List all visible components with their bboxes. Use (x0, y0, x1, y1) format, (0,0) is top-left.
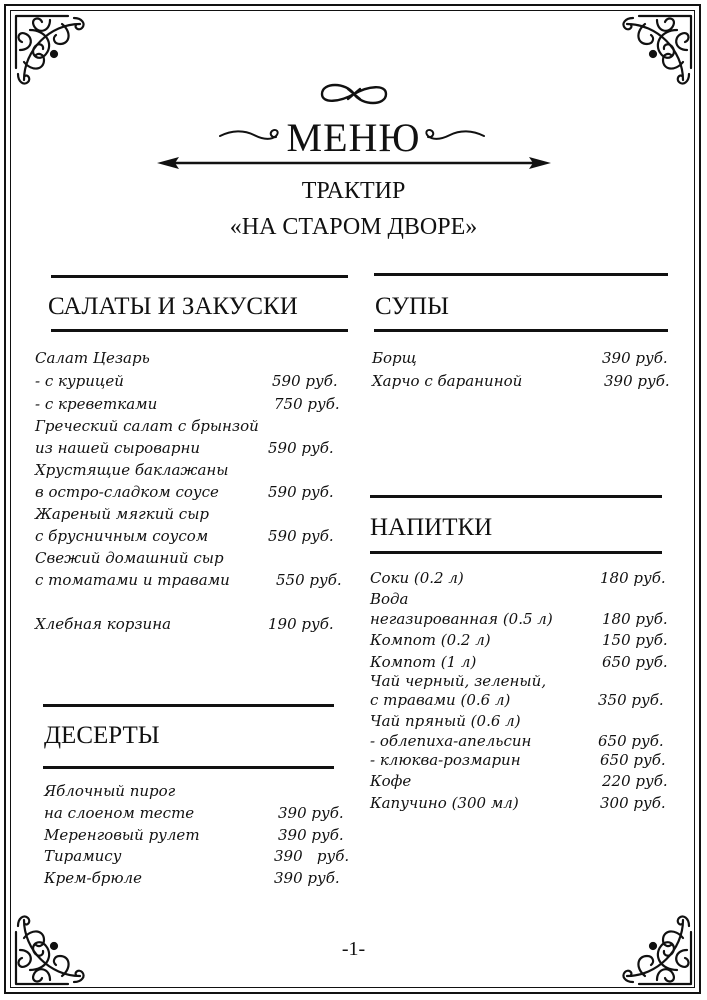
menu-item-price: 350 руб. (598, 691, 664, 709)
menu-item: Свежий домашний сыр (35, 549, 224, 567)
menu-item: негазированная (0.5 л) (370, 610, 553, 628)
menu-item: Тирамису (44, 847, 122, 865)
salads-bottom-rule (51, 329, 348, 332)
menu-item-price: 590 руб. (268, 527, 334, 545)
menu-item: Хрустящие баклажаны (35, 461, 229, 479)
menu-item-price: 550 руб. (276, 571, 342, 589)
menu-item: - с креветками (35, 395, 158, 413)
menu-item: Жареный мягкий сыр (35, 505, 210, 523)
bow-ornament (316, 80, 392, 108)
menu-item-price: 390 руб. (602, 349, 668, 367)
menu-item-price: 590 руб. (272, 372, 338, 390)
menu-item-price: 390 руб. (278, 826, 344, 844)
menu-item-price: 650 руб. (600, 751, 666, 769)
menu-item: в остро-сладком соусе (35, 483, 219, 501)
menu-item: - с курицей (35, 372, 124, 390)
corner-ornament-top-left (10, 10, 102, 102)
menu-item: Крем-брюле (44, 869, 142, 887)
desserts-top-rule (43, 704, 334, 707)
drinks-section-title: НАПИТКИ (370, 514, 493, 541)
menu-item: Чай черный, зеленый, (370, 672, 547, 690)
menu-item-price: 180 руб. (600, 569, 666, 587)
desserts-section-title: ДЕСЕРТЫ (44, 722, 160, 749)
menu-item: Борщ (372, 349, 417, 367)
menu-item: Меренговый рулет (44, 826, 200, 844)
menu-item: Соки (0.2 л) (370, 569, 464, 587)
menu-item: с травами (0.6 л) (370, 691, 511, 709)
menu-item: Салат Цезарь (35, 349, 150, 367)
menu-item: Компот (1 л) (370, 653, 477, 671)
soups-bottom-rule (374, 329, 668, 332)
menu-item: - клюква-розмарин (370, 751, 521, 769)
menu-item: Вода (370, 590, 409, 608)
menu-item: Капучино (300 мл) (370, 794, 519, 812)
menu-item-price: 390 руб. (604, 372, 670, 390)
menu-item: Яблочный пирог (44, 782, 176, 800)
menu-item: Чай пряный (0.6 л) (370, 712, 521, 730)
menu-item-price: 300 руб. (600, 794, 666, 812)
desserts-bottom-rule (43, 766, 334, 769)
menu-title: МЕНЮ (286, 115, 421, 160)
menu-item-price: 650 руб. (598, 732, 664, 750)
menu-item-price: 390 руб. (274, 869, 340, 887)
menu-item-price: 180 руб. (602, 610, 668, 628)
menu-item: Компот (0.2 л) (370, 631, 491, 649)
menu-item: Греческий салат с брынзой (35, 417, 259, 435)
menu-item-price: 590 руб. (268, 439, 334, 457)
menu-item-price: 390 руб. (274, 847, 350, 865)
menu-item-price: 650 руб. (602, 653, 668, 671)
menu-item: Кофе (370, 772, 412, 790)
menu-item: с томатами и травами (35, 571, 230, 589)
salads-section-title: САЛАТЫ И ЗАКУСКИ (48, 293, 298, 320)
page-number: -1- (341, 938, 366, 960)
menu-item: - облепиха-апельсин (370, 732, 532, 750)
menu-item: Харчо с бараниной (372, 372, 523, 390)
menu-item: Хлебная корзина (35, 615, 172, 633)
soups-section-title: СУПЫ (375, 293, 449, 320)
menu-item: с брусничным соусом (35, 527, 209, 545)
restaurant-type: ТРАКТИР (301, 178, 406, 204)
menu-item-price: 390 руб. (278, 804, 344, 822)
salads-top-rule (51, 275, 348, 278)
menu-item-price: 590 руб. (268, 483, 334, 501)
arrow-divider (155, 156, 553, 170)
menu-item: на слоеном тесте (44, 804, 195, 822)
menu-item-price: 150 руб. (602, 631, 668, 649)
soups-top-rule (374, 273, 668, 276)
drinks-bottom-rule (370, 551, 662, 554)
drinks-top-rule (370, 495, 662, 498)
restaurant-name: «НА СТАРОМ ДВОРЕ» (229, 214, 478, 240)
corner-ornament-top-right (605, 10, 697, 102)
menu-item-price: 750 руб. (274, 395, 340, 413)
menu-item-price: 190 руб. (268, 615, 334, 633)
menu-item: из нашей сыроварни (35, 439, 201, 457)
menu-item-price: 220 руб. (602, 772, 668, 790)
